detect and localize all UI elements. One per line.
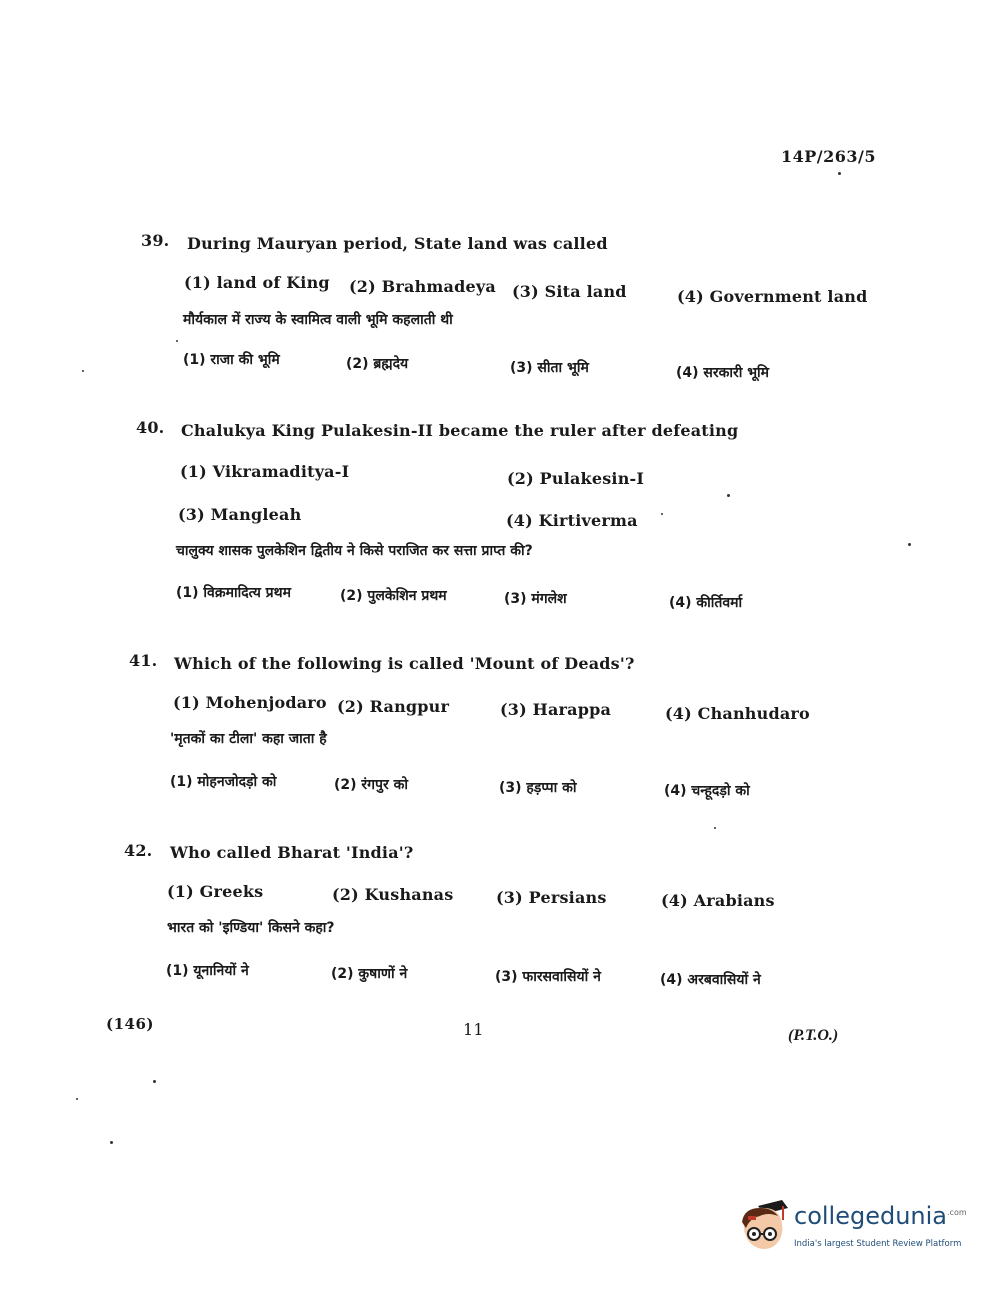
brand-tagline: India's largest Student Review Platform [794,1239,962,1249]
option-hi-4: (4) अरबवासियों ने [660,972,761,988]
scan-speck [76,1098,78,1100]
option-en-3: (3) Mangleah [178,505,302,524]
option-hi-2: (2) ब्रह्मदेय [346,356,409,372]
option-en-4: (4) Government land [677,287,868,306]
option-en-1: (1) Mohenjodaro [173,693,327,712]
page-number: 11 [463,1020,484,1039]
scan-speck [176,340,178,342]
option-hi-4: (4) सरकारी भूमि [676,365,770,381]
option-hi-2: (2) पुलकेशिन प्रथम [340,588,447,604]
scan-speck [838,172,841,175]
option-hi-2: (2) कुषाणों ने [331,966,408,982]
question-number: 40. [136,418,165,437]
question-text-hi: चालुक्य शासक पुलकेशिन द्वितीय ने किसे पराजित कर सत्ता प्राप्त की? [176,543,533,559]
question-text-en: During Mauryan period, State land was called [187,234,608,253]
option-hi-4: (4) चन्हूदड़ो को [664,783,750,799]
option-hi-3: (3) हड़प्पा को [499,780,577,796]
scan-speck [110,1141,113,1144]
option-hi-3: (3) मंगलेश [504,591,567,607]
set-code: (146) [106,1015,155,1033]
option-hi-4: (4) कीर्तिवर्मा [669,595,743,611]
option-hi-1: (1) यूनानियों ने [166,963,249,979]
pto-label: (P.T.O.) [788,1027,839,1044]
paper-code: 14P/263/5 [781,147,877,166]
scan-speck [714,827,716,829]
question-text-hi: मौर्यकाल में राज्य के स्वामित्व वाली भूमि कहलाती थी [183,312,453,328]
scan-speck [908,543,911,546]
option-en-2: (2) Pulakesin-I [507,469,645,488]
option-hi-1: (1) विक्रमादित्य प्रथम [176,585,291,601]
collegedunia-watermark [738,1198,968,1260]
question-text-en: Which of the following is called 'Mount of Deads'? [174,654,635,673]
option-en-4: (4) Arabians [661,891,775,910]
option-en-1: (1) Vikramaditya-I [180,462,350,481]
scan-speck [661,513,663,515]
question-number: 39. [141,231,170,250]
question-text-en: Who called Bharat 'India'? [170,843,414,862]
option-en-3: (3) Persians [496,888,607,907]
option-en-2: (2) Rangpur [337,697,450,716]
student-mascot-icon [738,1198,792,1258]
brand-name: collegedunia$^{.com}$ [794,1202,967,1230]
option-hi-1: (1) मोहनजोदड़ो को [170,774,277,790]
option-en-2: (2) Brahmadeya [349,277,496,296]
scan-speck [82,370,84,372]
question-text-en: Chalukya King Pulakesin-II became the ruler after defeating [181,421,739,440]
question-text-hi: भारत को 'इण्डिया' किसने कहा? [167,920,335,936]
option-hi-3: (3) सीता भूमि [510,360,589,376]
option-en-2: (2) Kushanas [332,885,454,904]
option-en-3: (3) Sita land [512,282,627,301]
option-hi-1: (1) राजा की भूमि [183,352,280,368]
scan-speck [153,1080,156,1083]
question-text-hi: 'मृतकों का टीला' कहा जाता है [170,731,327,747]
question-number: 42. [124,841,153,860]
option-en-1: (1) land of King [184,273,330,292]
option-en-3: (3) Harappa [500,700,612,719]
option-en-1: (1) Greeks [167,882,264,901]
scan-speck [727,494,730,497]
question-number: 41. [129,651,158,670]
option-hi-3: (3) फारसवासियों ने [495,969,601,985]
option-en-4: (4) Chanhudaro [665,704,810,723]
option-hi-2: (2) रंगपुर को [334,777,408,793]
option-en-4: (4) Kirtiverma [506,511,638,530]
